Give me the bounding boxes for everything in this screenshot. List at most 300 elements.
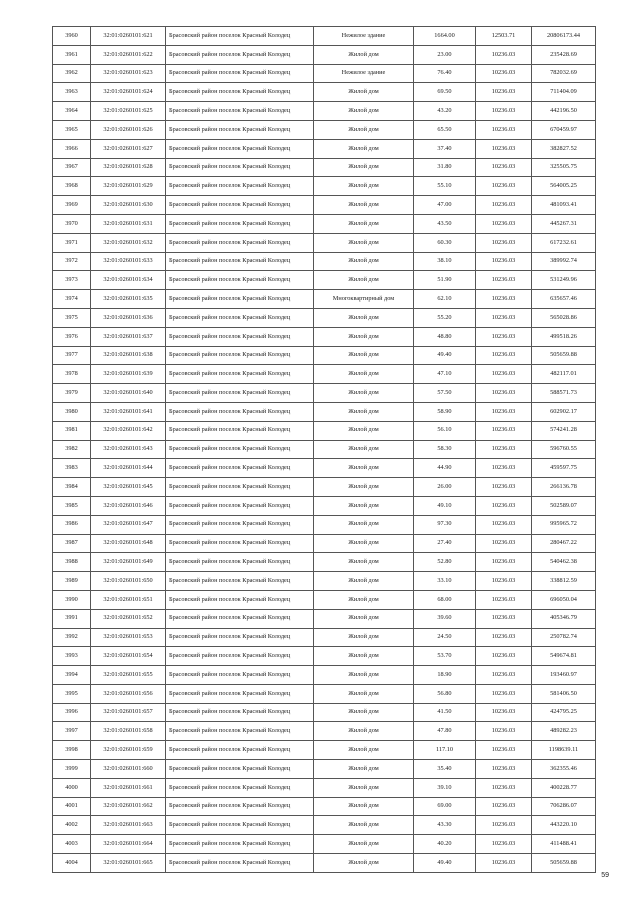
object-type-cell: Жилой дом	[314, 120, 414, 139]
row-number-cell: 3978	[53, 365, 91, 384]
area-cell: 97.30	[414, 515, 476, 534]
cadastral-value-cell: 540462.38	[532, 553, 596, 572]
object-type-cell: Жилой дом	[314, 45, 414, 64]
row-number-cell: 3961	[53, 45, 91, 64]
cadastral-number-cell: 32:01:0260101:659	[91, 741, 166, 760]
cadastral-value-cell: 782032.69	[532, 64, 596, 83]
row-number-cell: 3972	[53, 252, 91, 271]
cadastral-value-cell: 411488.41	[532, 835, 596, 854]
address-cell: Брасовский район поселок Красный Колодец	[166, 158, 314, 177]
area-cell: 69.50	[414, 83, 476, 102]
table-row	[53, 102, 596, 121]
address-cell: Брасовский район поселок Красный Колодец	[166, 252, 314, 271]
object-type-cell: Жилой дом	[314, 459, 414, 478]
address-cell: Брасовский район поселок Красный Колодец	[166, 214, 314, 233]
row-number-cell: 3988	[53, 553, 91, 572]
table-row	[53, 515, 596, 534]
table-row	[53, 214, 596, 233]
specific-value-cell: 10236.03	[476, 666, 532, 685]
cadastral-value-cell: 405346.79	[532, 609, 596, 628]
row-number-cell: 3974	[53, 290, 91, 309]
row-number-cell: 3973	[53, 271, 91, 290]
cadastral-number-cell: 32:01:0260101:636	[91, 308, 166, 327]
area-cell: 43.20	[414, 102, 476, 121]
address-cell: Брасовский район поселок Красный Колодец	[166, 459, 314, 478]
address-cell: Брасовский район поселок Красный Колодец	[166, 139, 314, 158]
table-row	[53, 835, 596, 854]
specific-value-cell: 10236.03	[476, 83, 532, 102]
table-row	[53, 534, 596, 553]
cadastral-number-cell: 32:01:0260101:665	[91, 854, 166, 873]
area-cell: 57.50	[414, 384, 476, 403]
cadastral-number-cell: 32:01:0260101:657	[91, 703, 166, 722]
area-cell: 44.90	[414, 459, 476, 478]
area-cell: 47.80	[414, 722, 476, 741]
row-number-cell: 3975	[53, 308, 91, 327]
object-type-cell: Жилой дом	[314, 515, 414, 534]
specific-value-cell: 10236.03	[476, 120, 532, 139]
row-number-cell: 3995	[53, 684, 91, 703]
specific-value-cell: 10236.03	[476, 778, 532, 797]
row-number-cell: 3992	[53, 628, 91, 647]
address-cell: Брасовский район поселок Красный Колодец	[166, 590, 314, 609]
area-cell: 27.40	[414, 534, 476, 553]
cadastral-number-cell: 32:01:0260101:621	[91, 27, 166, 46]
object-type-cell: Жилой дом	[314, 854, 414, 873]
area-cell: 49.10	[414, 496, 476, 515]
cadastral-number-cell: 32:01:0260101:649	[91, 553, 166, 572]
area-cell: 58.90	[414, 402, 476, 421]
object-type-cell: Жилой дом	[314, 139, 414, 158]
object-type-cell: Жилой дом	[314, 440, 414, 459]
specific-value-cell: 10236.03	[476, 421, 532, 440]
cadastral-value-cell: 574241.28	[532, 421, 596, 440]
address-cell: Брасовский район поселок Красный Колодец	[166, 27, 314, 46]
address-cell: Брасовский район поселок Красный Колодец	[166, 854, 314, 873]
object-type-cell: Жилой дом	[314, 402, 414, 421]
cadastral-number-cell: 32:01:0260101:634	[91, 271, 166, 290]
row-number-cell: 3981	[53, 421, 91, 440]
row-number-cell: 4004	[53, 854, 91, 873]
object-type-cell: Жилой дом	[314, 797, 414, 816]
address-cell: Брасовский район поселок Красный Колодец	[166, 553, 314, 572]
table-row	[53, 572, 596, 591]
table-row	[53, 120, 596, 139]
object-type-cell: Жилой дом	[314, 496, 414, 515]
cadastral-value-cell: 489282.23	[532, 722, 596, 741]
specific-value-cell: 10236.03	[476, 835, 532, 854]
cadastral-value-cell: 481093.41	[532, 196, 596, 215]
table-row	[53, 722, 596, 741]
cadastral-value-cell: 445267.31	[532, 214, 596, 233]
row-number-cell: 3989	[53, 572, 91, 591]
cadastral-number-cell: 32:01:0260101:639	[91, 365, 166, 384]
table-row	[53, 440, 596, 459]
address-cell: Брасовский район поселок Красный Колодец	[166, 816, 314, 835]
object-type-cell: Жилой дом	[314, 421, 414, 440]
table-row	[53, 83, 596, 102]
address-cell: Брасовский район поселок Красный Колодец	[166, 478, 314, 497]
row-number-cell: 3970	[53, 214, 91, 233]
table-row	[53, 553, 596, 572]
area-cell: 24.50	[414, 628, 476, 647]
specific-value-cell: 10236.03	[476, 440, 532, 459]
cadastral-number-cell: 32:01:0260101:655	[91, 666, 166, 685]
specific-value-cell: 10236.03	[476, 158, 532, 177]
specific-value-cell: 10236.03	[476, 308, 532, 327]
cadastral-number-cell: 32:01:0260101:638	[91, 346, 166, 365]
specific-value-cell: 10236.03	[476, 290, 532, 309]
cadastral-number-cell: 32:01:0260101:652	[91, 609, 166, 628]
cadastral-value-cell: 382827.52	[532, 139, 596, 158]
table-row	[53, 308, 596, 327]
cadastral-value-cell: 442196.50	[532, 102, 596, 121]
specific-value-cell: 10236.03	[476, 816, 532, 835]
specific-value-cell: 10236.03	[476, 722, 532, 741]
area-cell: 56.10	[414, 421, 476, 440]
cadastral-number-cell: 32:01:0260101:646	[91, 496, 166, 515]
object-type-cell: Жилой дом	[314, 609, 414, 628]
specific-value-cell: 10236.03	[476, 684, 532, 703]
row-number-cell: 3962	[53, 64, 91, 83]
table-row	[53, 741, 596, 760]
area-cell: 62.10	[414, 290, 476, 309]
cadastral-value-cell: 325505.75	[532, 158, 596, 177]
cadastral-number-cell: 32:01:0260101:664	[91, 835, 166, 854]
object-type-cell: Жилой дом	[314, 346, 414, 365]
cadastral-number-cell: 32:01:0260101:628	[91, 158, 166, 177]
row-number-cell: 3998	[53, 741, 91, 760]
table-row	[53, 45, 596, 64]
object-type-cell: Жилой дом	[314, 327, 414, 346]
cadastral-value-cell: 459597.75	[532, 459, 596, 478]
cadastral-value-cell: 696050.04	[532, 590, 596, 609]
address-cell: Брасовский район поселок Красный Колодец	[166, 666, 314, 685]
address-cell: Брасовский район поселок Красный Колодец	[166, 835, 314, 854]
specific-value-cell: 10236.03	[476, 271, 532, 290]
object-type-cell: Жилой дом	[314, 684, 414, 703]
cadastral-value-cell: 711404.09	[532, 83, 596, 102]
row-number-cell: 4002	[53, 816, 91, 835]
specific-value-cell: 10236.03	[476, 102, 532, 121]
area-cell: 69.00	[414, 797, 476, 816]
object-type-cell: Жилой дом	[314, 478, 414, 497]
cadastral-value-cell: 1198639.11	[532, 741, 596, 760]
area-cell: 18.90	[414, 666, 476, 685]
object-type-cell: Жилой дом	[314, 384, 414, 403]
area-cell: 43.50	[414, 214, 476, 233]
object-type-cell: Многоквартирный дом	[314, 290, 414, 309]
table-row	[53, 496, 596, 515]
cadastral-value-cell: 706286.07	[532, 797, 596, 816]
specific-value-cell: 10236.03	[476, 703, 532, 722]
area-cell: 51.90	[414, 271, 476, 290]
specific-value-cell: 10236.03	[476, 515, 532, 534]
object-type-cell: Жилой дом	[314, 271, 414, 290]
table-row	[53, 854, 596, 873]
cadastral-value-cell: 266136.78	[532, 478, 596, 497]
area-cell: 53.70	[414, 647, 476, 666]
specific-value-cell: 10236.03	[476, 139, 532, 158]
address-cell: Брасовский район поселок Красный Колодец	[166, 346, 314, 365]
cadastral-value-cell: 995965.72	[532, 515, 596, 534]
cadastral-number-cell: 32:01:0260101:656	[91, 684, 166, 703]
address-cell: Брасовский район поселок Красный Колодец	[166, 760, 314, 779]
address-cell: Брасовский район поселок Красный Колодец	[166, 308, 314, 327]
area-cell: 31.80	[414, 158, 476, 177]
specific-value-cell: 10236.03	[476, 609, 532, 628]
cadastral-value-cell: 443220.10	[532, 816, 596, 835]
area-cell: 55.10	[414, 177, 476, 196]
row-number-cell: 3987	[53, 534, 91, 553]
area-cell: 68.00	[414, 590, 476, 609]
specific-value-cell: 10236.03	[476, 196, 532, 215]
specific-value-cell: 10236.03	[476, 64, 532, 83]
cadastral-value-cell: 531249.96	[532, 271, 596, 290]
area-cell: 58.30	[414, 440, 476, 459]
specific-value-cell: 10236.03	[476, 327, 532, 346]
cadastral-number-cell: 32:01:0260101:660	[91, 760, 166, 779]
cadastral-value-cell: 20806173.44	[532, 27, 596, 46]
address-cell: Брасовский район поселок Красный Колодец	[166, 196, 314, 215]
area-cell: 49.40	[414, 346, 476, 365]
cadastral-value-cell: 499518.26	[532, 327, 596, 346]
table-row	[53, 384, 596, 403]
address-cell: Брасовский район поселок Красный Колодец	[166, 496, 314, 515]
object-type-cell: Жилой дом	[314, 778, 414, 797]
area-cell: 33.10	[414, 572, 476, 591]
cadastral-number-cell: 32:01:0260101:640	[91, 384, 166, 403]
row-number-cell: 4001	[53, 797, 91, 816]
row-number-cell: 3976	[53, 327, 91, 346]
address-cell: Брасовский район поселок Красный Колодец	[166, 120, 314, 139]
row-number-cell: 3990	[53, 590, 91, 609]
row-number-cell: 3985	[53, 496, 91, 515]
cadastral-value-cell: 400228.77	[532, 778, 596, 797]
object-type-cell: Жилой дом	[314, 666, 414, 685]
table-row	[53, 27, 596, 46]
specific-value-cell: 10236.03	[476, 214, 532, 233]
row-number-cell: 4000	[53, 778, 91, 797]
table-row	[53, 647, 596, 666]
row-number-cell: 3969	[53, 196, 91, 215]
table-row	[53, 421, 596, 440]
specific-value-cell: 10236.03	[476, 402, 532, 421]
table-row	[53, 684, 596, 703]
cadastral-value-table	[52, 26, 596, 873]
row-number-cell: 3991	[53, 609, 91, 628]
cadastral-number-cell: 32:01:0260101:653	[91, 628, 166, 647]
specific-value-cell: 10236.03	[476, 797, 532, 816]
cadastral-value-cell: 502589.07	[532, 496, 596, 515]
object-type-cell: Жилой дом	[314, 703, 414, 722]
address-cell: Брасовский район поселок Красный Колодец	[166, 684, 314, 703]
row-number-cell: 3997	[53, 722, 91, 741]
cadastral-number-cell: 32:01:0260101:633	[91, 252, 166, 271]
cadastral-number-cell: 32:01:0260101:622	[91, 45, 166, 64]
address-cell: Брасовский район поселок Красный Колодец	[166, 83, 314, 102]
cadastral-value-cell: 670459.97	[532, 120, 596, 139]
object-type-cell: Жилой дом	[314, 177, 414, 196]
cadastral-number-cell: 32:01:0260101:641	[91, 402, 166, 421]
table-row	[53, 478, 596, 497]
object-type-cell: Жилой дом	[314, 590, 414, 609]
cadastral-number-cell: 32:01:0260101:661	[91, 778, 166, 797]
object-type-cell: Нежилое здание	[314, 64, 414, 83]
cadastral-number-cell: 32:01:0260101:629	[91, 177, 166, 196]
row-number-cell: 3993	[53, 647, 91, 666]
object-type-cell: Жилой дом	[314, 252, 414, 271]
cadastral-number-cell: 32:01:0260101:647	[91, 515, 166, 534]
cadastral-number-cell: 32:01:0260101:651	[91, 590, 166, 609]
address-cell: Брасовский район поселок Красный Колодец	[166, 797, 314, 816]
address-cell: Брасовский район поселок Красный Колодец	[166, 778, 314, 797]
table-row	[53, 459, 596, 478]
table-row	[53, 778, 596, 797]
address-cell: Брасовский район поселок Красный Колодец	[166, 722, 314, 741]
specific-value-cell: 10236.03	[476, 760, 532, 779]
address-cell: Брасовский район поселок Красный Колодец	[166, 572, 314, 591]
address-cell: Брасовский район поселок Красный Колодец	[166, 365, 314, 384]
address-cell: Брасовский район поселок Красный Колодец	[166, 402, 314, 421]
cadastral-value-cell: 424795.25	[532, 703, 596, 722]
cadastral-value-cell: 505659.88	[532, 346, 596, 365]
row-number-cell: 3964	[53, 102, 91, 121]
address-cell: Брасовский район поселок Красный Колодец	[166, 233, 314, 252]
specific-value-cell: 10236.03	[476, 252, 532, 271]
area-cell: 47.00	[414, 196, 476, 215]
cadastral-number-cell: 32:01:0260101:624	[91, 83, 166, 102]
row-number-cell: 3965	[53, 120, 91, 139]
row-number-cell: 3977	[53, 346, 91, 365]
specific-value-cell: 10236.03	[476, 628, 532, 647]
specific-value-cell: 10236.03	[476, 177, 532, 196]
address-cell: Брасовский район поселок Красный Колодец	[166, 609, 314, 628]
cadastral-value-cell: 565028.86	[532, 308, 596, 327]
cadastral-value-cell: 596760.55	[532, 440, 596, 459]
object-type-cell: Жилой дом	[314, 816, 414, 835]
cadastral-value-cell: 635657.46	[532, 290, 596, 309]
cadastral-value-cell: 235428.69	[532, 45, 596, 64]
cadastral-number-cell: 32:01:0260101:650	[91, 572, 166, 591]
area-cell: 37.40	[414, 139, 476, 158]
row-number-cell: 3967	[53, 158, 91, 177]
address-cell: Брасовский район поселок Красный Колодец	[166, 64, 314, 83]
cadastral-value-cell: 280467.22	[532, 534, 596, 553]
table-row	[53, 139, 596, 158]
specific-value-cell: 10236.03	[476, 346, 532, 365]
cadastral-value-cell: 549674.81	[532, 647, 596, 666]
table-row	[53, 290, 596, 309]
address-cell: Брасовский район поселок Красный Колодец	[166, 327, 314, 346]
table-row	[53, 252, 596, 271]
cadastral-number-cell: 32:01:0260101:635	[91, 290, 166, 309]
cadastral-number-cell: 32:01:0260101:627	[91, 139, 166, 158]
cadastral-number-cell: 32:01:0260101:644	[91, 459, 166, 478]
row-number-cell: 3966	[53, 139, 91, 158]
address-cell: Брасовский район поселок Красный Колодец	[166, 628, 314, 647]
table-row	[53, 233, 596, 252]
row-number-cell: 3979	[53, 384, 91, 403]
address-cell: Брасовский район поселок Красный Колодец	[166, 515, 314, 534]
row-number-cell: 4003	[53, 835, 91, 854]
cadastral-number-cell: 32:01:0260101:626	[91, 120, 166, 139]
table-row	[53, 196, 596, 215]
specific-value-cell: 10236.03	[476, 854, 532, 873]
specific-value-cell: 10236.03	[476, 647, 532, 666]
table-row	[53, 271, 596, 290]
area-cell: 26.00	[414, 478, 476, 497]
object-type-cell: Жилой дом	[314, 196, 414, 215]
specific-value-cell: 10236.03	[476, 478, 532, 497]
area-cell: 48.80	[414, 327, 476, 346]
table-row	[53, 327, 596, 346]
area-cell: 41.50	[414, 703, 476, 722]
row-number-cell: 3980	[53, 402, 91, 421]
cadastral-value-cell: 602902.17	[532, 402, 596, 421]
area-cell: 43.30	[414, 816, 476, 835]
address-cell: Брасовский район поселок Красный Колодец	[166, 647, 314, 666]
table-row	[53, 609, 596, 628]
address-cell: Брасовский район поселок Красный Колодец	[166, 271, 314, 290]
cadastral-value-cell: 588571.73	[532, 384, 596, 403]
object-type-cell: Жилой дом	[314, 760, 414, 779]
address-cell: Брасовский район поселок Красный Колодец	[166, 534, 314, 553]
specific-value-cell: 10236.03	[476, 459, 532, 478]
table-row	[53, 797, 596, 816]
cadastral-number-cell: 32:01:0260101:645	[91, 478, 166, 497]
object-type-cell: Жилой дом	[314, 214, 414, 233]
cadastral-value-cell: 617232.61	[532, 233, 596, 252]
specific-value-cell: 10236.03	[476, 365, 532, 384]
cadastral-number-cell: 32:01:0260101:663	[91, 816, 166, 835]
object-type-cell: Жилой дом	[314, 534, 414, 553]
area-cell: 117.10	[414, 741, 476, 760]
cadastral-number-cell: 32:01:0260101:648	[91, 534, 166, 553]
area-cell: 60.30	[414, 233, 476, 252]
area-cell: 55.20	[414, 308, 476, 327]
cadastral-value-cell: 581406.50	[532, 684, 596, 703]
object-type-cell: Нежилое здание	[314, 27, 414, 46]
area-cell: 39.10	[414, 778, 476, 797]
cadastral-number-cell: 32:01:0260101:658	[91, 722, 166, 741]
table-row	[53, 158, 596, 177]
area-cell: 56.80	[414, 684, 476, 703]
object-type-cell: Жилой дом	[314, 741, 414, 760]
table-row	[53, 703, 596, 722]
object-type-cell: Жилой дом	[314, 628, 414, 647]
cadastral-value-cell: 482117.01	[532, 365, 596, 384]
area-cell: 35.40	[414, 760, 476, 779]
area-cell: 39.60	[414, 609, 476, 628]
cadastral-number-cell: 32:01:0260101:637	[91, 327, 166, 346]
row-number-cell: 3982	[53, 440, 91, 459]
cadastral-number-cell: 32:01:0260101:632	[91, 233, 166, 252]
object-type-cell: Жилой дом	[314, 233, 414, 252]
table-row	[53, 402, 596, 421]
address-cell: Брасовский район поселок Красный Колодец	[166, 45, 314, 64]
area-cell: 23.00	[414, 45, 476, 64]
object-type-cell: Жилой дом	[314, 102, 414, 121]
address-cell: Брасовский район поселок Красный Колодец	[166, 102, 314, 121]
object-type-cell: Жилой дом	[314, 158, 414, 177]
area-cell: 47.10	[414, 365, 476, 384]
object-type-cell: Жилой дом	[314, 365, 414, 384]
cadastral-number-cell: 32:01:0260101:631	[91, 214, 166, 233]
row-number-cell: 3986	[53, 515, 91, 534]
address-cell: Брасовский район поселок Красный Колодец	[166, 384, 314, 403]
cadastral-number-cell: 32:01:0260101:625	[91, 102, 166, 121]
